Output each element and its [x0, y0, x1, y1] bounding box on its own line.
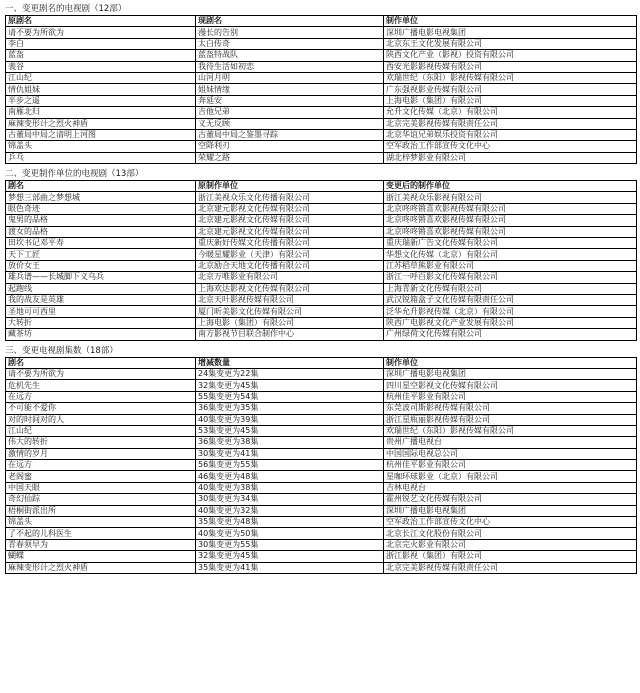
- table-cell: 古董局中局之鉴墨寻踪: [196, 129, 384, 140]
- table-cell: 30集变更为34集: [196, 494, 384, 505]
- table-cell: 天下工匠: [6, 249, 196, 260]
- table-row: [6, 283, 637, 294]
- table-cell: 眼色奇迹: [6, 203, 196, 214]
- table-cell: 在远方: [6, 460, 196, 471]
- table-cell: 不可能不爱你: [6, 403, 196, 414]
- table-cell: 53集变更为45集: [196, 425, 384, 436]
- table-cell: 浙江星瓶丽影视传媒有限公司: [384, 414, 637, 425]
- table-cell: 浙江美视众乐文化传播有限公司: [196, 192, 384, 203]
- table-cell: 荣耀之路: [196, 152, 384, 163]
- section-3-table: [5, 357, 637, 574]
- table-cell: 放价女王: [6, 260, 196, 271]
- table-row: [6, 425, 637, 436]
- table-cell: 北京完美影视传媒有限责任公司: [384, 562, 637, 573]
- table-cell: 梦想三部曲之梦想城: [6, 192, 196, 203]
- table-row: [6, 50, 637, 61]
- table-cell: 上海电影（集团）有限公司: [384, 95, 637, 106]
- column-header: 原制作单位: [196, 181, 384, 192]
- table-row: [6, 272, 637, 283]
- section-1-title: 一、变更剧名的电视剧（12部）: [5, 4, 127, 14]
- table-cell: 北京励合天地文化传播有限公司: [196, 260, 384, 271]
- table-header-row: [6, 357, 637, 368]
- table-row: [6, 249, 637, 260]
- table-cell: 蓝盔: [6, 50, 196, 61]
- table-cell: 我的战友是英雄: [6, 294, 196, 305]
- table-row: [6, 494, 637, 505]
- table-cell: 北京建元影视文化传媒有限公司: [196, 215, 384, 226]
- table-cell: 上海电影（集团）有限公司: [196, 317, 384, 328]
- table-row: [6, 329, 637, 340]
- table-cell: 情仇姐妹: [6, 84, 196, 95]
- table-cell: 西安光影影视传媒有限公司: [384, 61, 637, 72]
- table-cell: 空降利刃: [196, 141, 384, 152]
- column-header: 剧名: [6, 357, 196, 368]
- table-cell: 35集变更为48集: [196, 517, 384, 528]
- table-row: [6, 551, 637, 562]
- table-row: [6, 141, 637, 152]
- column-header: 原剧名: [6, 16, 196, 27]
- table-row: [6, 391, 637, 402]
- table-row: [6, 437, 637, 448]
- table-cell: 蓝盔特战队: [196, 50, 384, 61]
- table-cell: 半步之遥: [6, 95, 196, 106]
- table-row: [6, 38, 637, 49]
- table-cell: 上海欢达影视文化传媒有限公司: [196, 283, 384, 294]
- section-3-title: 三、变更电视剧集数（18部）: [5, 345, 118, 356]
- section-1-table: [5, 15, 637, 164]
- table-cell: 锦盖头: [6, 517, 196, 528]
- table-cell: 重庆瑞新广告文化传媒有限公司: [384, 238, 637, 249]
- table-cell: 江山纪: [6, 425, 196, 436]
- table-cell: 北京华谊兄弟娱乐投资有限公司: [384, 129, 637, 140]
- table-cell: 起跑线: [6, 283, 196, 294]
- table-cell: 北京长江文化股份有限公司: [384, 528, 637, 539]
- table-cell: 中国天眼: [6, 482, 196, 493]
- table-cell: 对的时间对的人: [6, 414, 196, 425]
- table-cell: 激情的岁月: [6, 448, 196, 459]
- table-cell: 允升文化传媒（北京）有限公司: [384, 107, 637, 118]
- table-cell: 上海青新文化传媒有限公司: [384, 283, 637, 294]
- table-row: [6, 294, 637, 305]
- table-cell: 青春须早为: [6, 539, 196, 550]
- table-cell: 奇幻仙踪: [6, 494, 196, 505]
- column-header: 变更后的制作单位: [384, 181, 637, 192]
- table-cell: 40集变更为39集: [196, 414, 384, 425]
- table-cell: 32集变更为45集: [196, 380, 384, 391]
- table-cell: 陕西广电影视文化产业发展有限公司: [384, 317, 637, 328]
- table-cell: 田坎书记邓平寿: [6, 238, 196, 249]
- table-row: [6, 317, 637, 328]
- table-row: [6, 226, 637, 237]
- table-cell: 24集变更为22集: [196, 368, 384, 379]
- table-cell: 深圳广播电影电视集团: [384, 368, 637, 379]
- table-cell: 裴谷: [6, 61, 196, 72]
- table-cell: 霍州锐艺文化传媒有限公司: [384, 494, 637, 505]
- section-2-body: [6, 192, 637, 340]
- table-header-row: [6, 181, 637, 192]
- table-row: [6, 414, 637, 425]
- table-cell: 厦门昕美影文化传媒有限公司: [196, 306, 384, 317]
- table-cell: 北京咚咚锵喜欢影视传媒有限公司: [384, 215, 637, 226]
- table-cell: 浙江一呼百影文化传媒有限公司: [384, 272, 637, 283]
- table-cell: 漫长的告别: [196, 27, 384, 38]
- table-cell: 今暖星耀影业（天津）有限公司: [196, 249, 384, 260]
- table-cell: 北京天叶影视传媒有限公司: [196, 294, 384, 305]
- table-cell: 贵州广播电视台: [384, 437, 637, 448]
- table-row: [6, 380, 637, 391]
- table-row: [6, 368, 637, 379]
- table-cell: 雄兵谱——长城脚下义乌兵: [6, 272, 196, 283]
- table-cell: 锦盖头: [6, 141, 196, 152]
- table-cell: 泛华允升影视传媒（北京）有限公司: [384, 306, 637, 317]
- table-cell: 40集变更为50集: [196, 528, 384, 539]
- table-cell: 山河月明: [196, 72, 384, 83]
- table-cell: 深圳广播电影电视集团: [384, 505, 637, 516]
- table-cell: 北京完美影视传媒有限责任公司: [384, 118, 637, 129]
- table-row: [6, 448, 637, 459]
- table-row: [6, 152, 637, 163]
- table-cell: 渡女的品格: [6, 226, 196, 237]
- table-cell: 北京咚咚锵喜欢影视传媒有限公司: [384, 203, 637, 214]
- table-cell: 太白传奇: [196, 38, 384, 49]
- table-cell: 姐妹情缘: [196, 84, 384, 95]
- column-header: 制作单位: [384, 357, 637, 368]
- table-cell: 麻辣变形计之烈火神盾: [6, 118, 196, 129]
- table-cell: 大转折: [6, 317, 196, 328]
- table-cell: 40集变更为32集: [196, 505, 384, 516]
- section-1-body: [6, 27, 637, 164]
- table-row: [6, 403, 637, 414]
- table-cell: 梧桐街派出所: [6, 505, 196, 516]
- table-cell: 我待生活如初恋: [196, 61, 384, 72]
- table-cell: 深圳广播电影电视集团: [384, 27, 637, 38]
- table-cell: 南雁北归: [6, 107, 196, 118]
- table-cell: 空军政治工作部宣传文化中心: [384, 517, 637, 528]
- table-row: [6, 260, 637, 271]
- table-row: [6, 528, 637, 539]
- table-cell: 北京建元影视文化传媒有限公司: [196, 226, 384, 237]
- column-header: 剧名: [6, 181, 196, 192]
- table-cell: 请不要为所欲为: [6, 368, 196, 379]
- table-row: [6, 72, 637, 83]
- table-cell: 伟大的转折: [6, 437, 196, 448]
- column-header: 制作单位: [384, 16, 637, 27]
- table-cell: 奔延安: [196, 95, 384, 106]
- table-cell: 杭州佳平影业有限公司: [384, 460, 637, 471]
- table-row: [6, 61, 637, 72]
- table-cell: 江苏稻草熊影业有限公司: [384, 260, 637, 271]
- table-cell: 江山纪: [6, 72, 196, 83]
- table-row: [6, 95, 637, 106]
- table-cell: 中国国际电视总公司: [384, 448, 637, 459]
- table-cell: 北京东王文化发展有限公司: [384, 38, 637, 49]
- table-cell: 杭州佳平影业有限公司: [384, 391, 637, 402]
- table-cell: 藏茶坊: [6, 329, 196, 340]
- table-cell: 乒乓: [6, 152, 196, 163]
- table-row: [6, 192, 637, 203]
- table-row: [6, 27, 637, 38]
- table-header-row: [6, 16, 637, 27]
- table-row: [6, 129, 637, 140]
- section-3-body: [6, 368, 637, 573]
- table-cell: 鬼男的品格: [6, 215, 196, 226]
- table-cell: 北京建元影视文化传媒有限公司: [196, 203, 384, 214]
- section-2-title: 二、变更制作单位的电视剧（13部）: [5, 169, 144, 180]
- table-row: [6, 107, 637, 118]
- table-cell: 古董局中局之清明上河图: [6, 129, 196, 140]
- table-cell: 了不起的儿科医生: [6, 528, 196, 539]
- table-cell: 32集变更为45集: [196, 551, 384, 562]
- table-cell: 四川星空影视文化传媒有限公司: [384, 380, 637, 391]
- table-row: [6, 562, 637, 573]
- table-cell: 30集变更为55集: [196, 539, 384, 550]
- table-cell: 华想文化传媒（北京）有限公司: [384, 249, 637, 260]
- table-cell: 危机先生: [6, 380, 196, 391]
- column-header: 增减数量: [196, 357, 384, 368]
- table-cell: 老阁蜜: [6, 471, 196, 482]
- table-cell: 吉他兄弟: [196, 107, 384, 118]
- table-row: [6, 539, 637, 550]
- table-cell: 浙江影视（集团）有限公司: [384, 551, 637, 562]
- table-row: [6, 505, 637, 516]
- table-row: [6, 460, 637, 471]
- table-cell: 武汉锐箱盒子文化传媒有限责任公司: [384, 294, 637, 305]
- table-cell: 36集变更为35集: [196, 403, 384, 414]
- table-row: [6, 84, 637, 95]
- table-cell: 46集变更为48集: [196, 471, 384, 482]
- table-cell: 北京万唯影业有限公司: [196, 272, 384, 283]
- table-cell: 请不要为所欲为: [6, 27, 196, 38]
- table-cell: 在远方: [6, 391, 196, 402]
- table-cell: 北京咚咚锵喜欢影视传媒有限公司: [384, 226, 637, 237]
- table-row: [6, 215, 637, 226]
- table-cell: 麻辣变形计之烈火神盾: [6, 562, 196, 573]
- table-cell: 欢瑞世纪（东阳）影视传媒有限公司: [384, 425, 637, 436]
- column-header: 现剧名: [196, 16, 384, 27]
- table-cell: 星咖环球影业（北京）有限公司: [384, 471, 637, 482]
- table-cell: 东莞波司斯影视传媒有限公司: [384, 403, 637, 414]
- table-cell: 义无反顾: [196, 118, 384, 129]
- table-cell: 35集变更为41集: [196, 562, 384, 573]
- table-row: [6, 118, 637, 129]
- table-cell: 重庆新好传媒文化传播有限公司: [196, 238, 384, 249]
- table-cell: 56集变更为55集: [196, 460, 384, 471]
- table-row: [6, 471, 637, 482]
- table-row: [6, 482, 637, 493]
- table-cell: 吉林电视台: [384, 482, 637, 493]
- table-row: [6, 306, 637, 317]
- table-cell: 40集变更为38集: [196, 482, 384, 493]
- table-cell: 圣地可可西里: [6, 306, 196, 317]
- section-2-table: [5, 180, 637, 340]
- table-cell: 李白: [6, 38, 196, 49]
- table-cell: 北京完火影业有限公司: [384, 539, 637, 550]
- table-cell: 南方影视节目联合制作中心: [196, 329, 384, 340]
- table-cell: 广州绿荷文化传媒有限公司: [384, 329, 637, 340]
- table-cell: 欢瑞世纪（东阳）影视传媒有限公司: [384, 72, 637, 83]
- table-cell: 陕西文化产业（影视）投资有限公司: [384, 50, 637, 61]
- table-cell: 浙江美视众乐影视有限公司: [384, 192, 637, 203]
- table-row: [6, 517, 637, 528]
- table-cell: 55集变更为54集: [196, 391, 384, 402]
- table-cell: 空军政治工作部宣传文化中心: [384, 141, 637, 152]
- table-cell: 36集变更为38集: [196, 437, 384, 448]
- table-cell: 30集变更为41集: [196, 448, 384, 459]
- table-cell: 湖北梓梦影业有限公司: [384, 152, 637, 163]
- table-row: [6, 203, 637, 214]
- table-cell: 蝴蝶: [6, 551, 196, 562]
- table-row: [6, 238, 637, 249]
- table-cell: 广东强视影业传媒有限公司: [384, 84, 637, 95]
